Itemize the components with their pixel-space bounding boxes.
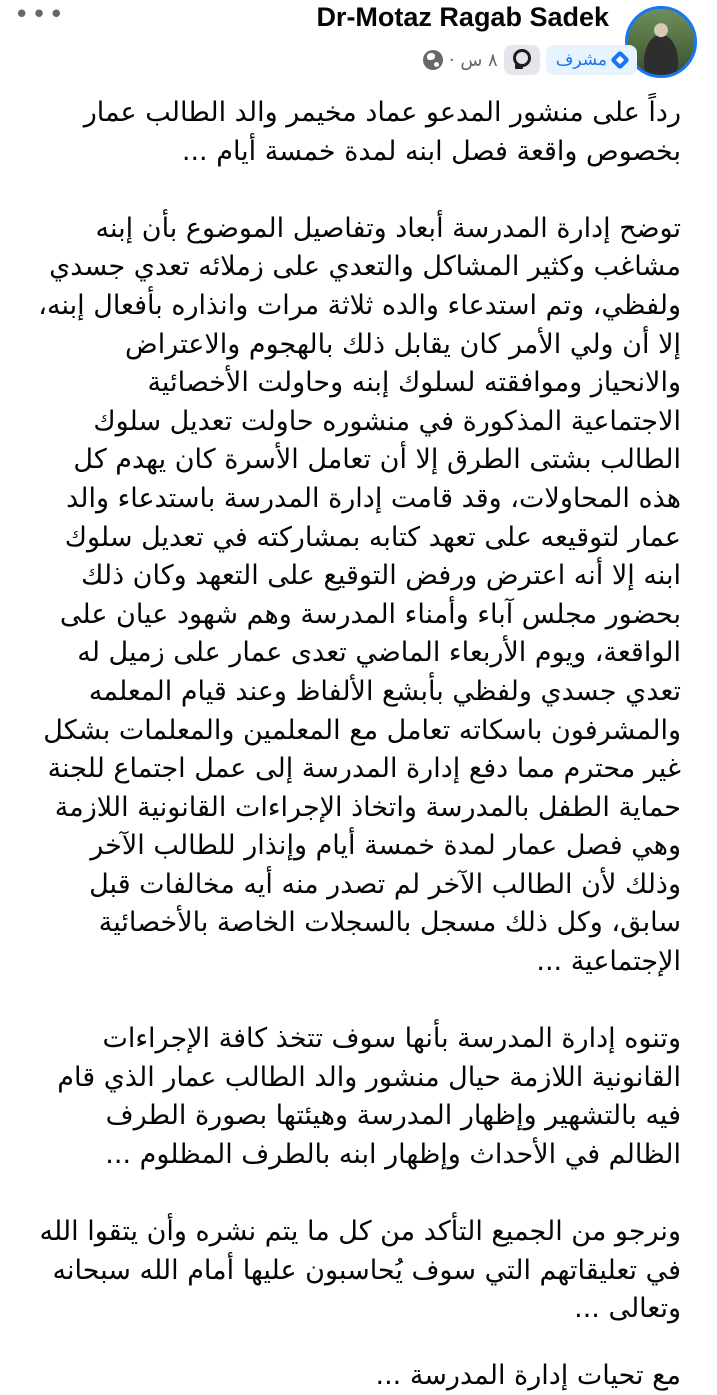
post-paragraph-1: رداً على منشور المدعو عماد مخيمر والد الطالب عمار بخصوص واقعة فصل ابنه لمدة خمسة أيام ... [83, 97, 681, 167]
post-text [30, 94, 681, 1329]
post-paragraph-2: توضح إدارة المدرسة أبعاد وتفاصيل الموضوع بأن إبنه مشاغب وكثير المشاكل والتعدي على زملائه تعدي جسدي ولفظي، وتم استدعاء والده ثلاثة مرات وانذاره بأفعال إبنه، إلا أن ولي الأمر كان يقابل ذلك بالهجوم والاعتراض والانحياز وموافقته لسلوك إبنه وحاولت الأخصائية الاجتماعية المذكورة في منشوره حاولت تعديل سلوك الطالب بشتى الطرق إلا أن تعامل الأسرة كان يهدم كل هذه المحاولات، وقد قامت إدارة المدرسة باستدعاء والد عمار لتوقيعه على تعهد كتابه بمشاركته في تعديل سلوك ابنه إلا أنه اعترض ورفض التوقيع على التعهد وكان ذلك بحضور مجلس آباء وأمناء المدرسة وهم شهود عيان على الواقعة، ويوم الأربعاء الماضي تعدى عمار على زميل له تعدي جسدي ولفظي بأبشع الألفاظ وعند قيام المعلمه والمشرفون باسكاته تعامل مع المعلمين والمعلمات بشكل غير محترم مما دفع إدارة المدرسة إلى عمل اجتماع للجنة حماية الطفل بالمدرسة واتخاذ الإجراءات القانونية اللازمة وهي فصل عمار لمدة خمسة أيام وإنذار للطالب الآخر وذلك لأن الطالب الآخر لم تصدر منه أيه مخالفات قبل سابق، وكل ذلك مسجل بالسجلات الخاصة بالأخصائية الإجتماعية ... [38, 212, 681, 978]
rank-badge[interactable] [504, 45, 540, 75]
post-paragraph-4: ونرجو من الجميع التأكد من كل ما يتم نشره وأن يتقوا الله في تعليقاتهم التي سوف يُحاسبون عليها أمام الله سبحانه وتعالى ... [39, 1216, 681, 1325]
admin-badge-label: مشرف [555, 50, 607, 70]
author-name[interactable]: Dr-Motaz Ragab Sadek [316, 2, 609, 32]
post-sign-off: مع تحيات إدارة المدرسة ... [375, 1360, 681, 1391]
post-header [0, 0, 717, 92]
globe-icon [423, 50, 443, 70]
admin-badge[interactable] [546, 45, 637, 75]
medal-icon [513, 49, 531, 67]
post-paragraph-3: وتنوه إدارة المدرسة بأنها سوف تتخذ كافة الإجراءات القانونية اللازمة حيال منشور والد الطالب عمار الذي قام فيه بالتشهير وإظهار المدرسة وهيئتها بصورة الطرف الظالم في الأحداث وإظهار ابنه بالطرف المظلوم ... [57, 1023, 681, 1171]
more-options-icon[interactable]: ••• [14, 0, 67, 30]
post-time[interactable]: ٨ س · [448, 49, 498, 71]
admin-diamond-icon [610, 50, 630, 70]
post-meta [423, 43, 637, 77]
